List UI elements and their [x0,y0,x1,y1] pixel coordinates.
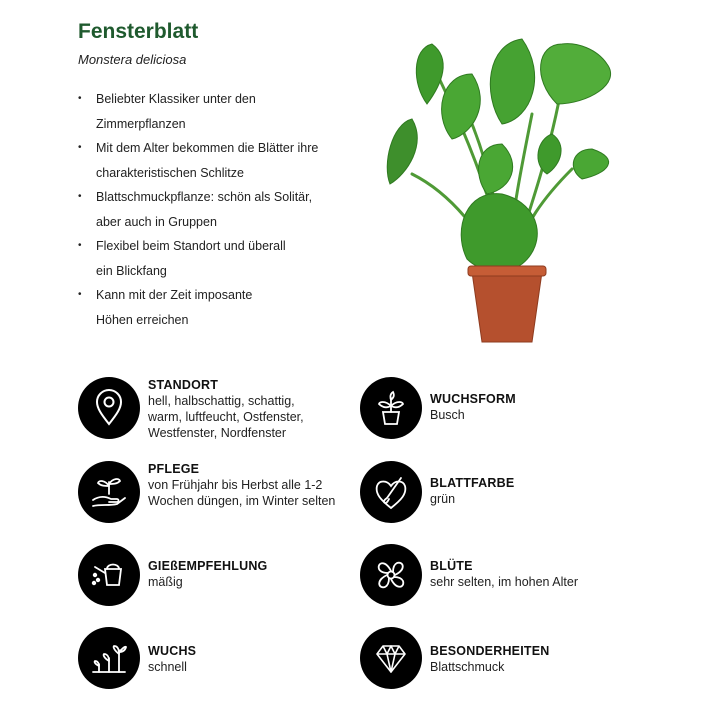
feature-besonderheiten [360,627,549,689]
bullet-item: • Mit dem Alter bekommen die Blätter ihre charakteristischen Schlitze [76,136,366,185]
feature-pflege [78,461,335,523]
feature-heading: BLATTFARBE [430,476,515,490]
feature-wuchsform [360,377,516,439]
feature-description: grün [430,492,456,506]
feature-heading: WUCHS [148,644,197,658]
feature-giessempfehlung [78,544,267,606]
bullet-item: • Kann mit der Zeit imposante Höhen erreichen [76,283,366,332]
feature-heading: PFLEGE [148,462,200,476]
leaf-brush-icon [360,461,422,523]
monstera-plant-image [372,24,632,354]
feature-heading: WUCHSFORM [430,392,516,406]
bullet-icon: • [78,142,82,153]
feature-heading: STANDORT [148,378,219,392]
feature-description: sehr selten, im hohen Alter [430,575,578,589]
feature-bullet-list [76,87,366,332]
feature-heading: BLÜTE [430,559,473,573]
feature-description: mäßig [148,575,183,589]
product-title: Fensterblatt [78,20,199,43]
bullet-item: • Beliebter Klassiker unter den Zimmerpflanzen [76,87,366,136]
growing-seedlings-icon [78,627,140,689]
feature-description: schnell [148,660,187,674]
location-pin-icon [78,377,140,439]
watering-can-icon [78,544,140,606]
feature-bluete [360,544,578,606]
feature-description: Blattschmuck [430,660,505,674]
feature-heading: GIEßEMPFEHLUNG [148,559,268,573]
flower-icon [360,544,422,606]
feature-wuchs [78,627,196,689]
botanical-name: Monstera deliciosa [78,52,187,67]
bullet-icon: • [78,191,82,202]
bullet-icon: • [78,289,82,300]
potted-plant-icon [360,377,422,439]
diamond-icon [360,627,422,689]
bullet-item: • Flexibel beim Standort und überall ein Blickfang [76,234,366,283]
feature-description: von Frühjahr bis Herbst alle 1-2 Wochen düngen, im Winter selten [148,478,336,508]
feature-blattfarbe [360,461,514,523]
bullet-icon: • [78,93,82,104]
feature-description: hell, halbschattig, schattig, warm, luftfeucht, Ostfenster, Westfenster, Nordfenster [148,394,304,440]
feature-description: Busch [430,408,465,422]
bullet-icon: • [78,240,82,251]
hand-sprout-icon [78,461,140,523]
bullet-item: • Blattschmuckpflanze: schön als Solitär, aber auch in Gruppen [76,185,366,234]
feature-heading: BESONDERHEITEN [430,644,550,658]
feature-standort [78,377,304,441]
